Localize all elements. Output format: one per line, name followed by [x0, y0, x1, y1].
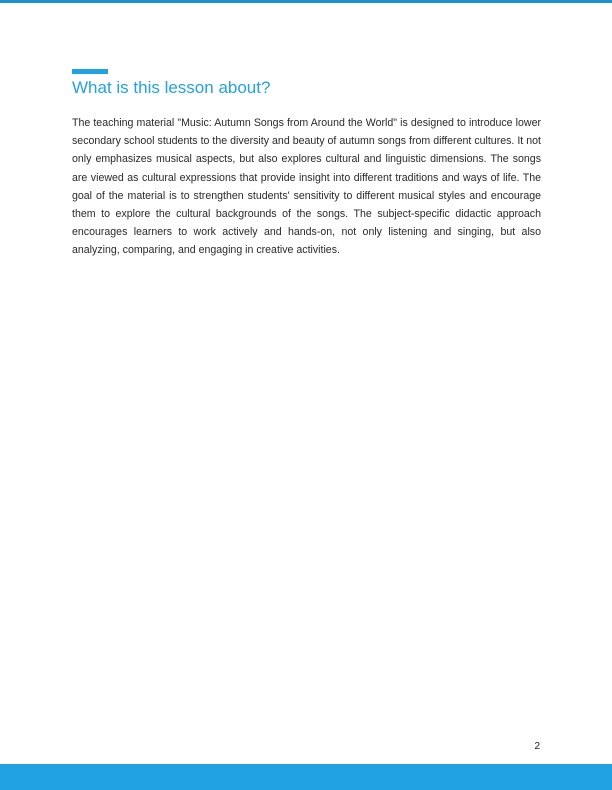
lesson-description: The teaching material "Music: Autumn Songs from Around the World" is designed to introduce lower secondary school students to the diversity and beauty of autumn songs from different cultures. It not only emphasizes musical aspects, but also explores cultural and linguistic dimensions. The songs are viewed as cultural expressions that provide insight into different traditions and ways of life. The goal of the material is to strengthen students' sensitivity to different musical styles and encourage them to explore the cultural backgrounds of the songs. The subject-specific didactic approach encourages learners to work actively and hands-on, not only listening and singing, but also analyzing, comparing, and engaging in creative activities. [72, 117, 541, 257]
top-rule [0, 0, 612, 3]
footer-band [0, 764, 612, 790]
page-number: 2 [534, 741, 540, 752]
section-title: What is this lesson about? [72, 78, 271, 97]
heading-accent-bar [72, 69, 108, 74]
